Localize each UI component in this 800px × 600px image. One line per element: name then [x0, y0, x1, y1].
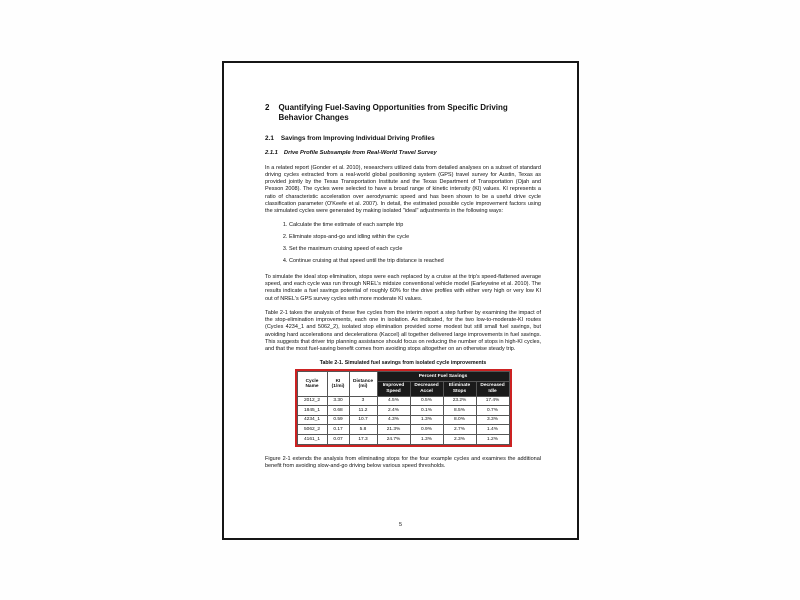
- table-cell: 4.3%: [377, 415, 410, 425]
- paragraph-intro: In a related report (Gonder et al. 2010), researchers utilized data from detailed analyses on a subset of standard driving cycles extracted from a real-world global positioning system (GPS) travel survey for Austin, Texas as provided jointly by the Texas Transportation Institute and the Texas Department of Transportation (Ojah and Pesson 2008). The cycles were selected to have a broad range of kinetic intensity (KI) values. KI represents a ratio of characteristic acceleration over aerodynamic speed and has been shown to be a useful drive cycle classification parameter (O'Keefe et al. 2007). In detail, the estimated possible cycle improvement factors using the simulated cycles were generated by making isolated "ideal" adjustments in the following ways:: [265, 164, 541, 215]
- table-cell: 17.4%: [476, 396, 509, 406]
- table-caption: Table 2-1. Simulated fuel savings from isolated cycle improvements: [319, 360, 487, 367]
- table-cell: 4161_1: [297, 435, 327, 445]
- table-cell: 2.7%: [443, 425, 476, 435]
- list-item: 2. Eliminate stops-and-go and idling within the cycle: [289, 234, 541, 241]
- table-cell: 4.5%: [377, 396, 410, 406]
- table-cell: 4234_1: [297, 415, 327, 425]
- red-annotation-box: [295, 369, 512, 446]
- section-heading: [265, 103, 541, 124]
- col-header-decreased-accel: Decreased Accel: [410, 381, 443, 396]
- paragraph-table-discussion: Table 2-1 takes the analysis of these five cycles from the interim report a step further by examining the impact of the stop-elimination improvements, each one in isolation. As indicated, for the two low-to-moderate-KI routes (Cycles 4234_1 and 5062_2), isolated stop elimination provided some modest but still small fuel savings, but avoiding hard accelerations and decelerations (Kaccel) all together delivered large improvements in fuel savings. This suggests that driver trip planning assistance should focus on reducing the number of stops in high-KI cycles, and that the most fuel-saving benefit comes from avoiding stops altogether on an otherwise steady trip.: [265, 309, 541, 353]
- table-cell: 3: [349, 396, 377, 406]
- table-cell: 2012_2: [297, 396, 327, 406]
- report-page: [222, 61, 579, 540]
- table-cell: 21.3%: [377, 425, 410, 435]
- col-header-eliminate-stops: Eliminate Stops: [443, 381, 476, 396]
- table-row: [297, 425, 509, 435]
- table-cell: 0.17: [327, 425, 349, 435]
- list-item: 4. Continue cruising at that speed until the trip distance is reached: [289, 258, 541, 265]
- subsubsection-heading: [265, 150, 541, 158]
- table-header-row: [297, 372, 509, 382]
- col-header-decreased-idle: Decreased Idle: [476, 381, 509, 396]
- table-cell: 8.5%: [443, 406, 476, 416]
- list-item: 3. Set the maximum cruising speed of each cycle: [289, 246, 541, 253]
- table-cell: 10.7: [349, 415, 377, 425]
- table-cell: 3.3%: [476, 415, 509, 425]
- table-cell: 0.68: [327, 406, 349, 416]
- table-cell: 0.5%: [410, 396, 443, 406]
- paragraph-closing: Figure 2-1 extends the analysis from eliminating stops for the four example cycles and examines the additional benefit from avoiding slow-and-go driving below various speed thresholds.: [265, 455, 541, 469]
- table-row: [297, 396, 509, 406]
- paragraph-after-list: To simulate the ideal stop elimination, stops were each replaced by a cruise at the trip's speed-flattened average speed, and each cycle was run through NREL's midsize conventional vehicle model (Earleywine et al. 2010). The results indicate a fuel savings potential of roughly 60% for the drive profiles with either very high or very low KI out of NREL's GPS survey cycles with more moderate KI values.: [265, 273, 541, 302]
- table-cell: 3.30: [327, 396, 349, 406]
- table-cell: 1845_1: [297, 406, 327, 416]
- col-header-distance: Distance (mi): [349, 372, 377, 397]
- page-number: 5: [398, 522, 403, 528]
- table-cell: 23.2%: [443, 396, 476, 406]
- table-cell: 0.7%: [476, 406, 509, 416]
- col-header-improved-speed: Improved Speed: [377, 381, 410, 396]
- table-cell: 0.9%: [410, 425, 443, 435]
- table-row: [297, 406, 509, 416]
- col-group-header-percent-fuel-savings: Percent Fuel Savings: [377, 372, 509, 382]
- table-cell: 0.59: [327, 415, 349, 425]
- table-cell: 1.3%: [410, 435, 443, 445]
- table-row: [297, 415, 509, 425]
- section-title: Quantifying Fuel-Saving Opportunities from Specific Driving Behavior Changes: [278, 103, 508, 123]
- table-cell: 1.4%: [476, 425, 509, 435]
- section-number: 2: [265, 103, 270, 112]
- subsection-heading: [265, 135, 541, 143]
- col-header-cycle-name: Cycle Name: [297, 372, 327, 397]
- table-cell: 8.0%: [443, 415, 476, 425]
- list-item: 1. Calculate the time estimate of each sample trip: [289, 222, 541, 229]
- table-cell: 5062_2: [297, 425, 327, 435]
- table-cell: 2.3%: [443, 435, 476, 445]
- table-cell: 11.2: [349, 406, 377, 416]
- table-cell: 2.4%: [377, 406, 410, 416]
- col-header-ki: KI (1/mi): [327, 372, 349, 397]
- improvement-steps-list: [265, 222, 541, 265]
- table-cell: 17.3: [349, 435, 377, 445]
- table-cell: 0.07: [327, 435, 349, 445]
- subsection-number: 2.1: [265, 134, 274, 142]
- subsubsection-title: Drive Profile Subsample from Real-World Travel Survey: [283, 150, 437, 157]
- table-row: [297, 435, 509, 445]
- table-cell: 1.3%: [410, 415, 443, 425]
- table-cell: 0.1%: [410, 406, 443, 416]
- fuel-savings-table: [297, 371, 510, 444]
- table-block: [265, 360, 541, 446]
- table-cell: 24.7%: [377, 435, 410, 445]
- table-cell: 5.8: [349, 425, 377, 435]
- table-cell: 1.2%: [476, 435, 509, 445]
- subsubsection-number: 2.1.1: [265, 150, 278, 157]
- subsection-title: Savings from Improving Individual Driving Profiles: [280, 134, 435, 142]
